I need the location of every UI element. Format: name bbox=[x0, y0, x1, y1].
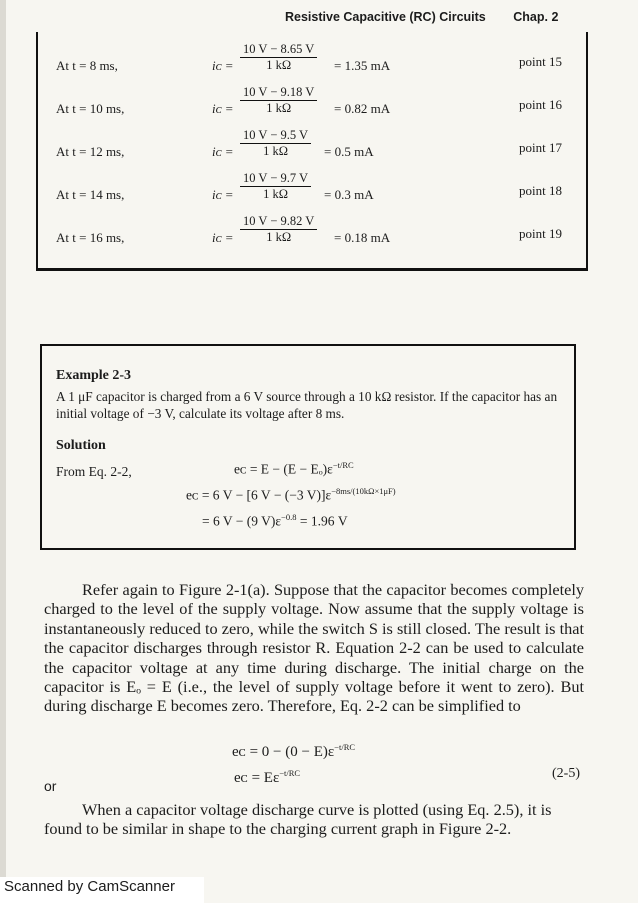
equation-4-body: eᴄ = 0 − (0 − E)ε bbox=[232, 744, 335, 760]
fraction bbox=[240, 42, 317, 73]
body-paragraph bbox=[44, 580, 584, 716]
numerator: 10 V − 9.18 V bbox=[240, 85, 317, 101]
body-paragraph-text: Refer again to Figure 2-1(a). Suppose that the capacitor becomes completely charged to the level of the supply voltage. Now assume that the supply voltage is instantaneously reduced to zero, while the switch S is still closed. The result is that the capacitor discharges through resistor R. Equation 2-2 can be used to calculate the capacitor voltage at any time during discharge. The initial charge on the capacitor is Eₒ = E (i.e., the level of supply voltage before it went to zero). But during discharge E becomes zero. Therefore, Eq. 2-2 can be simplified to bbox=[44, 580, 584, 716]
time-label: At t = 8 ms, bbox=[56, 58, 118, 73]
current-symbol: iᴄ = bbox=[212, 144, 234, 159]
equation-4 bbox=[232, 742, 355, 761]
table-row bbox=[38, 42, 586, 84]
equation-5 bbox=[234, 768, 300, 787]
point-label: point 18 bbox=[519, 183, 562, 198]
table-row bbox=[38, 214, 586, 256]
point-label: point 15 bbox=[519, 54, 562, 69]
time-label: At t = 10 ms, bbox=[56, 101, 125, 116]
equation-1-body: eᴄ = E − (E − Eₒ)ε bbox=[234, 461, 333, 477]
fraction bbox=[240, 85, 317, 116]
equation-3 bbox=[202, 512, 348, 530]
example-title: Example 2-3 bbox=[56, 368, 132, 383]
result: = 0.5 mA bbox=[324, 144, 374, 159]
denominator: 1 kΩ bbox=[266, 101, 292, 115]
example-box bbox=[40, 344, 576, 550]
equation-1-exponent: −t/RC bbox=[332, 460, 354, 470]
denominator: 1 kΩ bbox=[266, 58, 292, 72]
solution-title: Solution bbox=[56, 438, 106, 453]
header-chapter: Chap. 2 bbox=[513, 10, 559, 24]
fraction bbox=[240, 214, 317, 245]
equation-2-exponent: −8ms/(10kΩ×1μF) bbox=[331, 486, 396, 496]
current-symbol: iᴄ = bbox=[212, 101, 234, 116]
point-label: point 17 bbox=[519, 140, 562, 155]
equation-4-exponent: −t/RC bbox=[334, 742, 356, 752]
page-edge bbox=[0, 0, 6, 903]
numerator: 10 V − 9.82 V bbox=[240, 214, 317, 230]
numerator: 10 V − 8.65 V bbox=[240, 42, 317, 58]
equation-3-result: = 1.96 V bbox=[296, 513, 348, 529]
body-paragraph-2-text: When a capacitor voltage discharge curve is plotted (using Eq. 2.5), it is found to be similar in shape to the charging current graph in Figure 2-2. bbox=[44, 800, 552, 839]
denominator: 1 kΩ bbox=[266, 230, 292, 244]
equation-3-exponent: −0.8 bbox=[281, 512, 297, 522]
page-header bbox=[285, 10, 558, 24]
time-label: At t = 16 ms, bbox=[56, 230, 125, 245]
numerator: 10 V − 9.5 V bbox=[240, 128, 311, 144]
equation-5-body: eᴄ = Eε bbox=[234, 770, 280, 786]
result: = 0.3 mA bbox=[324, 187, 374, 202]
calculation-table bbox=[36, 32, 588, 271]
example-text: A 1 μF capacitor is charged from a 6 V source through a 10 kΩ resistor. If the capacitor has an initial voltage of −3 V, calculate its voltage after 8 ms. bbox=[56, 389, 558, 421]
numerator: 10 V − 9.7 V bbox=[240, 171, 311, 187]
current-symbol: iᴄ = bbox=[212, 187, 234, 202]
result: = 1.35 mA bbox=[334, 58, 391, 73]
table-row bbox=[38, 171, 586, 213]
equation-3-body: = 6 V − (9 V)ε bbox=[202, 513, 282, 529]
table-row bbox=[38, 85, 586, 127]
equation-number: (2-5) bbox=[552, 766, 580, 781]
body-paragraph-2 bbox=[44, 800, 584, 839]
denominator: 1 kΩ bbox=[263, 144, 288, 158]
fraction bbox=[240, 171, 311, 202]
point-label: point 16 bbox=[519, 97, 562, 112]
from-eq-label: From Eq. 2-2, bbox=[56, 464, 132, 479]
time-label: At t = 14 ms, bbox=[56, 187, 125, 202]
equation-2-body: eᴄ = 6 V − [6 V − (−3 V)]ε bbox=[186, 487, 332, 503]
equation-5-exponent: −t/RC bbox=[279, 768, 301, 778]
equation-1 bbox=[234, 460, 354, 478]
point-label: point 19 bbox=[519, 226, 562, 241]
current-symbol: iᴄ = bbox=[212, 230, 234, 245]
fraction bbox=[240, 128, 311, 159]
equation-2 bbox=[186, 486, 396, 504]
time-label: At t = 12 ms, bbox=[56, 144, 125, 159]
denominator: 1 kΩ bbox=[263, 187, 288, 201]
or-label: or bbox=[44, 778, 57, 794]
header-title: Resistive Capacitive (RC) Circuits bbox=[285, 10, 486, 24]
current-symbol: iᴄ = bbox=[212, 58, 234, 73]
result: = 0.82 mA bbox=[334, 101, 391, 116]
table-row bbox=[38, 128, 586, 170]
scanner-watermark: Scanned by CamScanner bbox=[0, 877, 204, 903]
result: = 0.18 mA bbox=[334, 230, 391, 245]
